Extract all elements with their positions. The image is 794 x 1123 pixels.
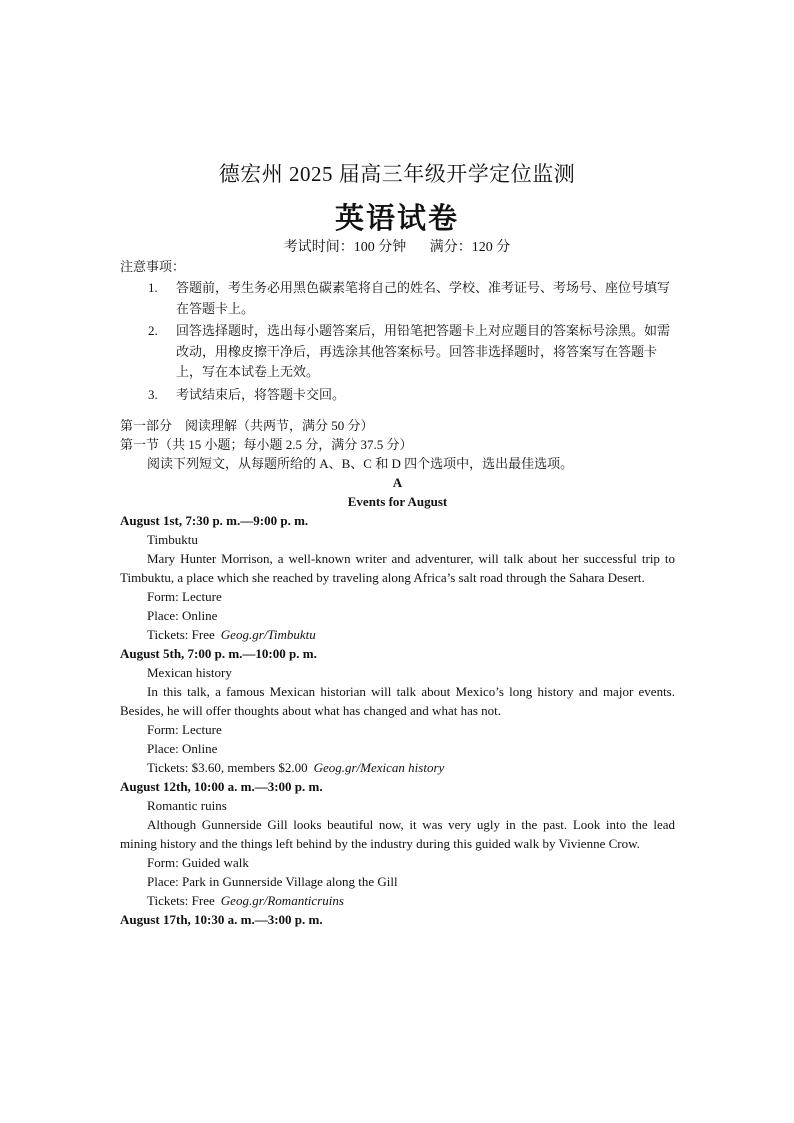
- time-label: 考试时间：100 分钟: [283, 240, 407, 255]
- event-tickets-line: [120, 891, 675, 910]
- event-tickets: Tickets: Free: [147, 627, 215, 642]
- event-tickets-line: [120, 625, 675, 644]
- event-date: August 17th, 10:30 a. m.—3:00 p. m.: [120, 912, 323, 927]
- note-text: 答题前，考生务必用黑色碳素笔将自己的姓名、学校、准考证号、考场号、座位号填写在答题卡上。: [176, 280, 671, 316]
- event-form: Form: Lecture: [147, 722, 222, 737]
- event-name: Mexican history: [147, 665, 232, 680]
- note-item: [120, 385, 675, 406]
- note-item: [120, 278, 675, 319]
- note-number: 2.: [148, 323, 158, 338]
- note-text: 回答选择题时，选出每小题答案后，用铅笔把答题卡上对应题目的答案标号涂黑。如需改动，用橡皮擦干净后，再选涂其他答案标号。回答非选择题时，将答案写在答题卡上，写在本试卷上无效。: [176, 323, 671, 379]
- event-description: In this talk, a famous Mexican historian will talk about Mexico’s long history and major events. Besides, he will offer thoughts about what has changed and what has not.: [120, 684, 675, 718]
- note-text: 考试结束后，将答题卡交回。: [176, 386, 346, 402]
- exam-time-info: [0, 236, 794, 256]
- note-item: [120, 321, 675, 383]
- event-date: August 5th, 7:00 p. m.—10:00 p. m.: [120, 646, 317, 661]
- subject-title: 英语试卷: [334, 203, 459, 235]
- score-label: 满分：120 分: [429, 240, 511, 255]
- event-date: August 12th, 10:00 a. m.—3:00 p. m.: [120, 779, 323, 794]
- event-place: Place: Park in Gunnerside Village along the Gill: [147, 874, 398, 889]
- event-place: Place: Online: [147, 741, 218, 756]
- event-tickets: Tickets: Free: [147, 893, 215, 908]
- event-name: Timbuktu: [147, 532, 198, 547]
- passage-letter: A: [392, 475, 403, 490]
- part-title: 第一部分 阅读理解（共两节，满分 50 分）: [120, 418, 374, 433]
- event-tickets: Tickets: $3.60, members $2.00: [147, 760, 308, 775]
- event-name: Romantic ruins: [147, 798, 227, 813]
- event-link: Geog.gr/Mexican history: [313, 760, 445, 775]
- event-link: Geog.gr/Timbuktu: [220, 627, 316, 642]
- event-description: Mary Hunter Morrison, a well-known writer and adventurer, will talk about her successful trip to Timbuktu, a place which she reached by traveling along Africa’s salt road through the Sahara Desert.: [120, 551, 675, 585]
- event-description: Although Gunnerside Gill looks beautiful now, it was very ugly in the past. Look into the lead mining history and the things left behind by the industry during this guided walk by Vivienne Crow.: [120, 817, 675, 851]
- exam-content: [120, 257, 675, 929]
- note-number: 1.: [148, 280, 158, 295]
- event-date: August 1st, 7:30 p. m.—9:00 p. m.: [120, 513, 309, 528]
- event-link: Geog.gr/Romanticruins: [220, 893, 344, 908]
- event-form: Form: Guided walk: [147, 855, 249, 870]
- event-tickets-line: [120, 758, 675, 777]
- event-place: Place: Online: [147, 608, 218, 623]
- section-title: 第一节（共 15 小题；每小题 2.5 分，满分 37.5 分）: [120, 437, 413, 452]
- section-instruction: 阅读下列短文，从每题所给的 A、B、C 和 D 四个选项中，选出最佳选项。: [147, 456, 574, 471]
- notes-heading: 注意事项：: [120, 259, 186, 274]
- exam-title: 德宏州 2025 届高三年级开学定位监测: [218, 162, 576, 186]
- event-form: Form: Lecture: [147, 589, 222, 604]
- note-number: 3.: [148, 386, 158, 402]
- passage-title: Events for August: [347, 494, 448, 509]
